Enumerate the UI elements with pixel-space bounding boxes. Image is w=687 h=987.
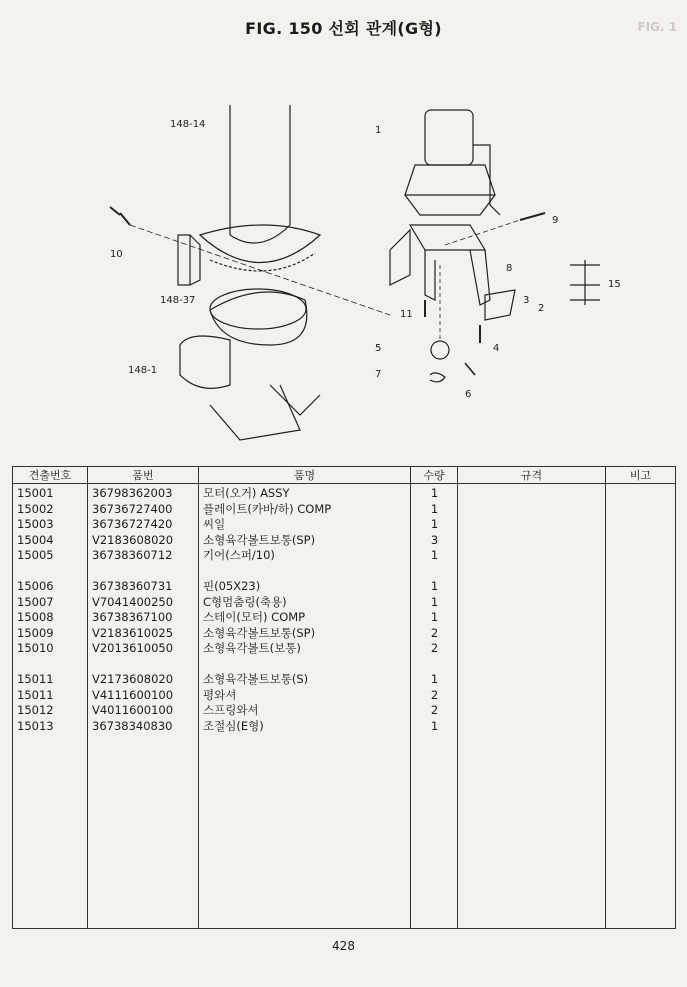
quantity-cell: 2 xyxy=(430,641,439,655)
callout-7: 7 xyxy=(375,369,382,380)
part-no-cell: V2183608020 xyxy=(92,532,174,547)
description-cell: 소형육각볼트(보통) xyxy=(203,641,301,655)
ref-cell: 15011 xyxy=(17,672,54,686)
table-header-row xyxy=(13,467,676,484)
ref-cell: 15012 xyxy=(17,703,54,717)
ref-cell: 15008 xyxy=(17,610,54,624)
quantity-cell: 1 xyxy=(430,486,439,500)
ref-cell: 15005 xyxy=(17,548,54,562)
description-cell: 평와셔 xyxy=(203,687,237,702)
part-no-cell: 36798362003 xyxy=(92,486,173,500)
callout-8: 8 xyxy=(506,263,513,274)
callout-2: 2 xyxy=(538,303,545,314)
ref-no-column xyxy=(13,484,88,929)
note-column xyxy=(606,484,676,929)
quantity-cell: 2 xyxy=(430,687,439,702)
description-cell: 플레이트(카바/하) COMP xyxy=(203,501,332,516)
ref-cell: 15009 xyxy=(17,625,54,640)
quantity-cell: 1 xyxy=(430,579,439,593)
ref-cell: 15002 xyxy=(17,501,54,516)
table-body-row xyxy=(13,484,676,929)
quantity-cell: 1 xyxy=(430,594,439,609)
header-quantity: 수량 xyxy=(411,467,458,484)
exploded-parts-diagram xyxy=(90,85,650,465)
description-cell: 조절심(E형) xyxy=(203,718,264,733)
callout-148-37: 148-37 xyxy=(160,295,196,306)
quantity-cell: 3 xyxy=(430,532,439,547)
callout-4: 4 xyxy=(493,343,500,354)
part-no-cell: 36738360712 xyxy=(92,548,173,562)
header-ref-no: 견출번호 xyxy=(13,467,88,484)
ref-cell: 15003 xyxy=(17,517,54,531)
part-no-cell: V4111600100 xyxy=(92,687,174,702)
part-no-cell: 36736727420 xyxy=(92,517,173,531)
quantity-cell: 2 xyxy=(430,625,439,640)
ref-cell: 15007 xyxy=(17,594,54,609)
parts-table xyxy=(12,466,676,929)
part-no-cell: V4011600100 xyxy=(92,703,174,717)
description-cell: C형멈춤링(축용) xyxy=(203,594,287,609)
part-no-cell: V7041400250 xyxy=(92,594,174,609)
callout-5: 5 xyxy=(375,343,382,354)
ref-cell: 15011 xyxy=(17,687,54,702)
quantity-cell: 1 xyxy=(430,672,439,686)
part-no-cell: 36738367100 xyxy=(92,610,173,624)
ref-cell: 15013 xyxy=(17,718,54,733)
description-column xyxy=(199,484,411,929)
description-cell: 씨일 xyxy=(203,517,226,531)
page-number: 428 xyxy=(332,939,355,953)
description-cell: 모터(오거) ASSY xyxy=(203,486,290,500)
callout-15: 15 xyxy=(608,279,621,290)
quantity-cell: 1 xyxy=(430,548,439,562)
header-note: 비고 xyxy=(606,467,676,484)
description-cell: 소형육각볼트보통(SP) xyxy=(203,532,316,547)
quantity-cell: 2 xyxy=(430,703,439,717)
description-cell: 스프링와셔 xyxy=(203,703,259,717)
part-no-cell: V2173608020 xyxy=(92,672,174,686)
ref-cell: 15001 xyxy=(17,486,54,500)
description-cell: 소형육각볼트보통(SP) xyxy=(203,625,316,640)
description-cell: 스테이(모터) COMP xyxy=(203,610,306,624)
part-no-cell: 36738340830 xyxy=(92,718,173,733)
callout-148-1: 148-1 xyxy=(128,365,158,376)
header-description: 품명 xyxy=(199,467,411,484)
callout-148-14: 148-14 xyxy=(170,119,206,130)
header-spec: 규격 xyxy=(458,467,606,484)
callout-11: 11 xyxy=(400,309,413,320)
part-no-cell: V2013610050 xyxy=(92,641,174,655)
spec-column xyxy=(458,484,606,929)
header-part-no: 품번 xyxy=(88,467,199,484)
description-cell: 핀(05X23) xyxy=(203,579,261,593)
quantity-cell: 1 xyxy=(430,610,439,624)
diagram-svg xyxy=(90,85,650,465)
quantity-cell: 1 xyxy=(430,501,439,516)
bleed-through-text: FIG. 1 xyxy=(637,20,677,34)
callout-6: 6 xyxy=(465,389,472,400)
callout-10: 10 xyxy=(110,249,123,260)
part-no-cell: 36736727400 xyxy=(92,501,173,516)
callout-1: 1 xyxy=(375,125,382,136)
ref-cell: 15010 xyxy=(17,641,54,655)
part-no-cell: 36738360731 xyxy=(92,579,173,593)
page-title: FIG. 150 선회 관계(G형) xyxy=(245,19,442,38)
part-no-column xyxy=(88,484,199,929)
description-cell: 기어(스퍼/10) xyxy=(203,548,275,562)
ref-cell: 15006 xyxy=(17,579,54,593)
quantity-cell: 1 xyxy=(430,517,439,531)
part-no-cell: V2183610025 xyxy=(92,625,174,640)
ref-cell: 15004 xyxy=(17,532,54,547)
description-cell: 소형육각볼트보통(S) xyxy=(203,672,309,686)
quantity-cell: 1 xyxy=(430,718,439,733)
quantity-column xyxy=(411,484,458,929)
callout-9: 9 xyxy=(552,215,559,226)
callout-3: 3 xyxy=(523,295,530,306)
